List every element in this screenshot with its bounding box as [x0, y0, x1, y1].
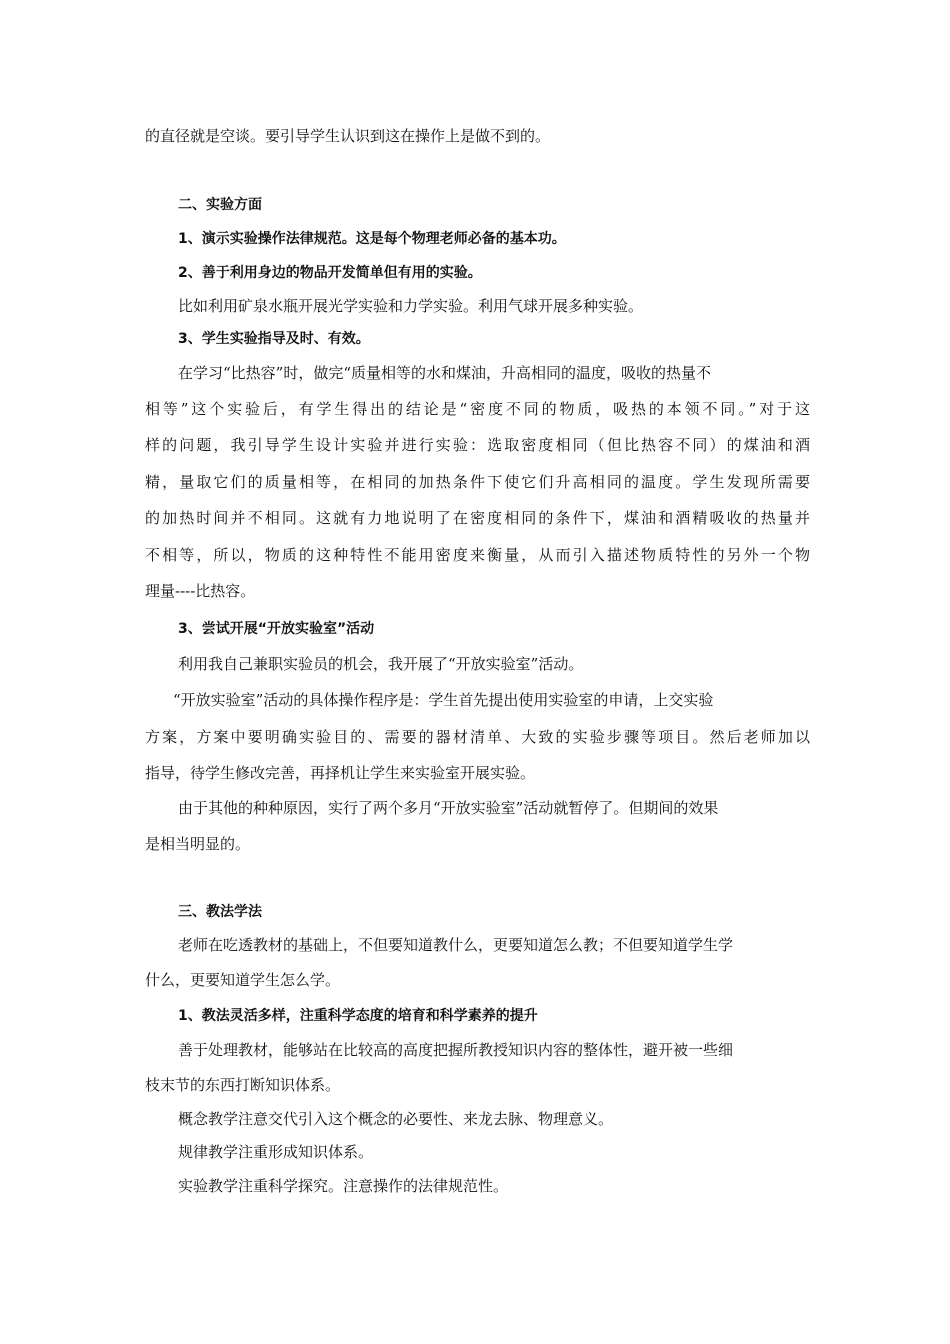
paragraph-line: 理量----比热容。 [145, 582, 256, 600]
subheading: 1、教法灵活多样，注重科学态度的培育和科学素养的提升 [178, 1008, 538, 1024]
paragraph-line: 老师在吃透教材的基础上，不但要知道教什么，更要知道怎么教；不但要知道学生学 [178, 936, 734, 954]
subheading: 3、尝试开展“开放实验室”活动 [178, 621, 375, 637]
paragraph-line: 方案，方案中要明确实验目的、需要的器材清单、大致的实验步骤等项目。然后老师加以 [145, 728, 810, 746]
paragraph-line: 在学习“比热容”时，做完“质量相等的水和煤油，升高相同的温度，吸收的热量不 [178, 364, 712, 382]
paragraph-line: 的加热时间并不相同。这就有力地说明了在密度相同的条件下，煤油和酒精吸收的热量并 [145, 509, 810, 527]
paragraph-line: 的直径就是空谈。要引导学生认识到这在操作上是做不到的。 [145, 127, 551, 145]
paragraph-line: 是相当明显的。 [145, 835, 251, 853]
section-heading: 二、实验方面 [178, 197, 262, 213]
subheading: 2、善于利用身边的物品开发简单但有用的实验。 [178, 265, 482, 281]
paragraph-line: “开放实验室”活动的具体操作程序是：学生首先提出使用实验室的申请，上交实验 [173, 691, 714, 709]
section-heading: 三、教法学法 [178, 904, 262, 920]
paragraph-line: 概念教学注意交代引入这个概念的必要性、来龙去脉、物理意义。 [178, 1110, 614, 1128]
subheading: 3、学生实验指导及时、有效。 [178, 331, 370, 347]
paragraph-line: 精，量取它们的质量相等，在相同的加热条件下使它们升高相同的温度。学生发现所需要 [145, 473, 810, 491]
paragraph-line: 什么，更要知道学生怎么学。 [145, 971, 341, 989]
subheading: 1、演示实验操作法律规范。这是每个物理老师必备的基本功。 [178, 231, 566, 247]
paragraph-line: 比如利用矿泉水瓶开展光学实验和力学实验。利用气球开展多种实验。 [178, 297, 644, 315]
paragraph-line: 不相等，所以，物质的这种特性不能用密度来衡量，从而引入描述物质特性的另外一个物 [145, 546, 810, 564]
paragraph-line: 由于其他的种种原因，实行了两个多月“开放实验室”活动就暂停了。但期间的效果 [178, 799, 719, 817]
paragraph-line: 相等”这个实验后，有学生得出的结论是“密度不同的物质，吸热的本领不同。”对于这 [145, 400, 810, 418]
paragraph-line: 规律教学注重形成知识体系。 [178, 1143, 374, 1161]
paragraph-line: 指导，待学生修改完善，再择机让学生来实验室开展实验。 [145, 764, 536, 782]
paragraph-line: 利用我自己兼职实验员的机会，我开展了“开放实验室”活动。 [178, 655, 584, 673]
paragraph-line: 实验教学注重科学探究。注意操作的法律规范性。 [178, 1177, 509, 1195]
paragraph-line: 样的问题，我引导学生设计实验并进行实验：选取密度相同（但比热容不同）的煤油和酒 [145, 436, 810, 454]
paragraph-line: 善于处理教材，能够站在比较高的高度把握所教授知识内容的整体性，避开被一些细 [178, 1041, 734, 1059]
paragraph-line: 枝末节的东西打断知识体系。 [145, 1076, 341, 1094]
